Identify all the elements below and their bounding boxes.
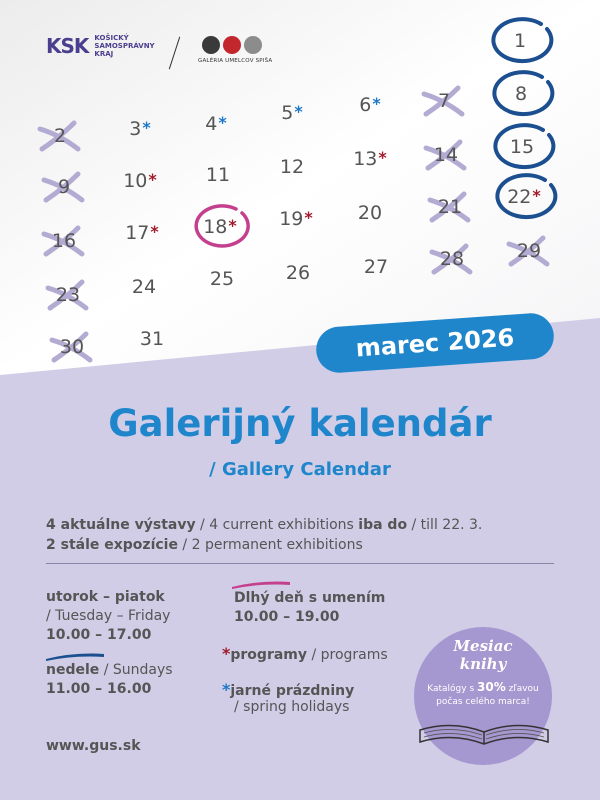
badge-line-pre: Katalógy s [427,684,477,694]
programs-en: / programs [307,647,388,663]
day-number: 21 [437,196,463,218]
day-number: 19 [279,208,304,230]
day-number: 2 [53,125,67,147]
calendar-day [198,216,242,238]
day-number: 12 [279,156,305,178]
day-number: 23 [55,284,81,306]
day-number: 5 [281,102,294,124]
calendar-day [502,186,546,208]
calendar-day [348,202,392,224]
day-number: 13 [353,148,378,170]
exhibitions-count: 4 aktuálne výstavy [46,517,196,533]
day-asterisk: * [372,94,381,113]
badge-line-post: zľavou [505,684,539,694]
calendar-day [130,328,174,350]
day-number: 31 [139,328,165,350]
ksk-line: KOŠICKÝ [94,34,129,42]
holidays-sk: jarné prázdniny [230,683,355,699]
day-number: 16 [51,230,77,252]
day-number: 9 [57,176,71,198]
badge-title-line: Mesiac [453,637,513,655]
day-number: 17 [125,222,150,244]
day-asterisk: * [218,113,227,132]
weekdays-sk: utorok – piatok [46,589,165,605]
website-link[interactable]: www.gus.sk [46,738,141,754]
day-number: 24 [131,276,157,298]
long-day-time: 10.00 – 19.00 [234,609,340,625]
day-asterisk: * [294,102,303,121]
open-book-icon [416,718,552,748]
day-asterisk: * [228,216,237,235]
day-number: 22 [507,186,532,208]
badge-discount: 30% [477,680,506,694]
calendar-day [500,136,544,158]
divider [46,563,554,564]
calendar-day [196,164,240,186]
badge-title [414,637,552,673]
calendar-day [498,30,542,52]
calendar-day [194,113,238,135]
day-number: 26 [285,262,311,284]
badge-line-2: počas celého marca! [436,697,530,707]
day-number: 11 [205,164,231,186]
calendar-day [42,230,86,252]
day-asterisk: * [378,148,387,167]
badge-text [414,681,552,709]
day-number: 30 [59,336,85,358]
day-number: 1 [513,30,527,52]
calendar-day [274,208,318,230]
day-number: 18 [203,216,228,238]
sunday-line [46,662,173,678]
ksk-line: KRAJ [94,50,114,58]
permanent-count: 2 stále expozície [46,537,178,553]
legend-holidays [222,680,354,699]
sunday-sk: nedele [46,662,100,678]
calendar-day [348,148,392,170]
holidays-asterisk: * [222,680,231,699]
calendar-day [38,125,82,147]
calendar-day [42,176,86,198]
calendar-day [499,83,543,105]
day-number: 6 [359,94,372,116]
day-number: 8 [514,83,528,105]
day-number: 7 [437,90,451,112]
day-number: 25 [209,268,235,290]
sunday-time: 11.00 – 16.00 [46,681,152,697]
sunday-swoosh [44,650,106,662]
day-number: 27 [363,256,389,278]
day-asterisk: * [532,186,541,205]
programs-asterisk: * [222,644,231,663]
day-asterisk: * [150,222,159,241]
calendar-day [348,94,392,116]
badge-line-1 [414,681,552,696]
calendar-day [428,196,472,218]
day-asterisk: * [304,208,313,227]
calendar-day [118,118,162,140]
legend-programs [222,644,388,663]
calendar-day [118,170,162,192]
gus-name: GALÉRIA UMELCOV SPIŠA [198,58,273,64]
holidays-en: / spring holidays [234,699,350,715]
calendar-day [354,256,398,278]
calendar-day [50,336,94,358]
day-number: 3 [129,118,142,140]
day-number: 14 [433,144,459,166]
day-number: 10 [123,170,148,192]
programs-sk: programy [230,647,308,663]
calendar-day [122,276,166,298]
day-asterisk: * [148,170,157,189]
calendar-day [507,240,551,262]
day-number: 28 [439,248,465,270]
ksk-mark: KSK [46,34,89,58]
calendar-day [120,222,164,244]
calendar-day [200,268,244,290]
exhibitions-until: iba do [358,517,408,533]
long-day-sk: Dlhý deň s umením [234,590,386,606]
weekdays-time: 10.00 – 17.00 [46,627,152,643]
badge-title-line: knihy [459,655,507,673]
day-number: 20 [357,202,383,224]
calendar-day [422,90,466,112]
calendar-day [270,102,314,124]
calendar-day [276,262,320,284]
long-day-swoosh [230,578,292,590]
page-title: Galerijný kalendár [108,402,492,445]
sunday-en: / Sundays [99,662,173,678]
page-subtitle: / Gallery Calendar [209,459,391,480]
ksk-line: SAMOSPRÁVNY [94,42,155,50]
calendar-day [430,248,474,270]
exhibitions-current [46,517,482,533]
calendar-day [424,144,468,166]
day-number: 15 [509,136,535,158]
calendar-day [270,156,314,178]
day-asterisk: * [142,118,151,137]
month-label: marec 2026 [315,312,556,374]
exhibitions-en: / 4 current exhibitions [195,517,359,533]
weekdays-en: / Tuesday – Friday [46,608,171,624]
calendar-day [46,284,90,306]
permanent-en: / 2 permanent exhibitions [177,537,363,553]
exhibitions-date: / till 22. 3. [407,517,483,533]
exhibitions-permanent [46,537,363,553]
day-number: 4 [205,113,218,135]
day-number: 29 [516,240,542,262]
